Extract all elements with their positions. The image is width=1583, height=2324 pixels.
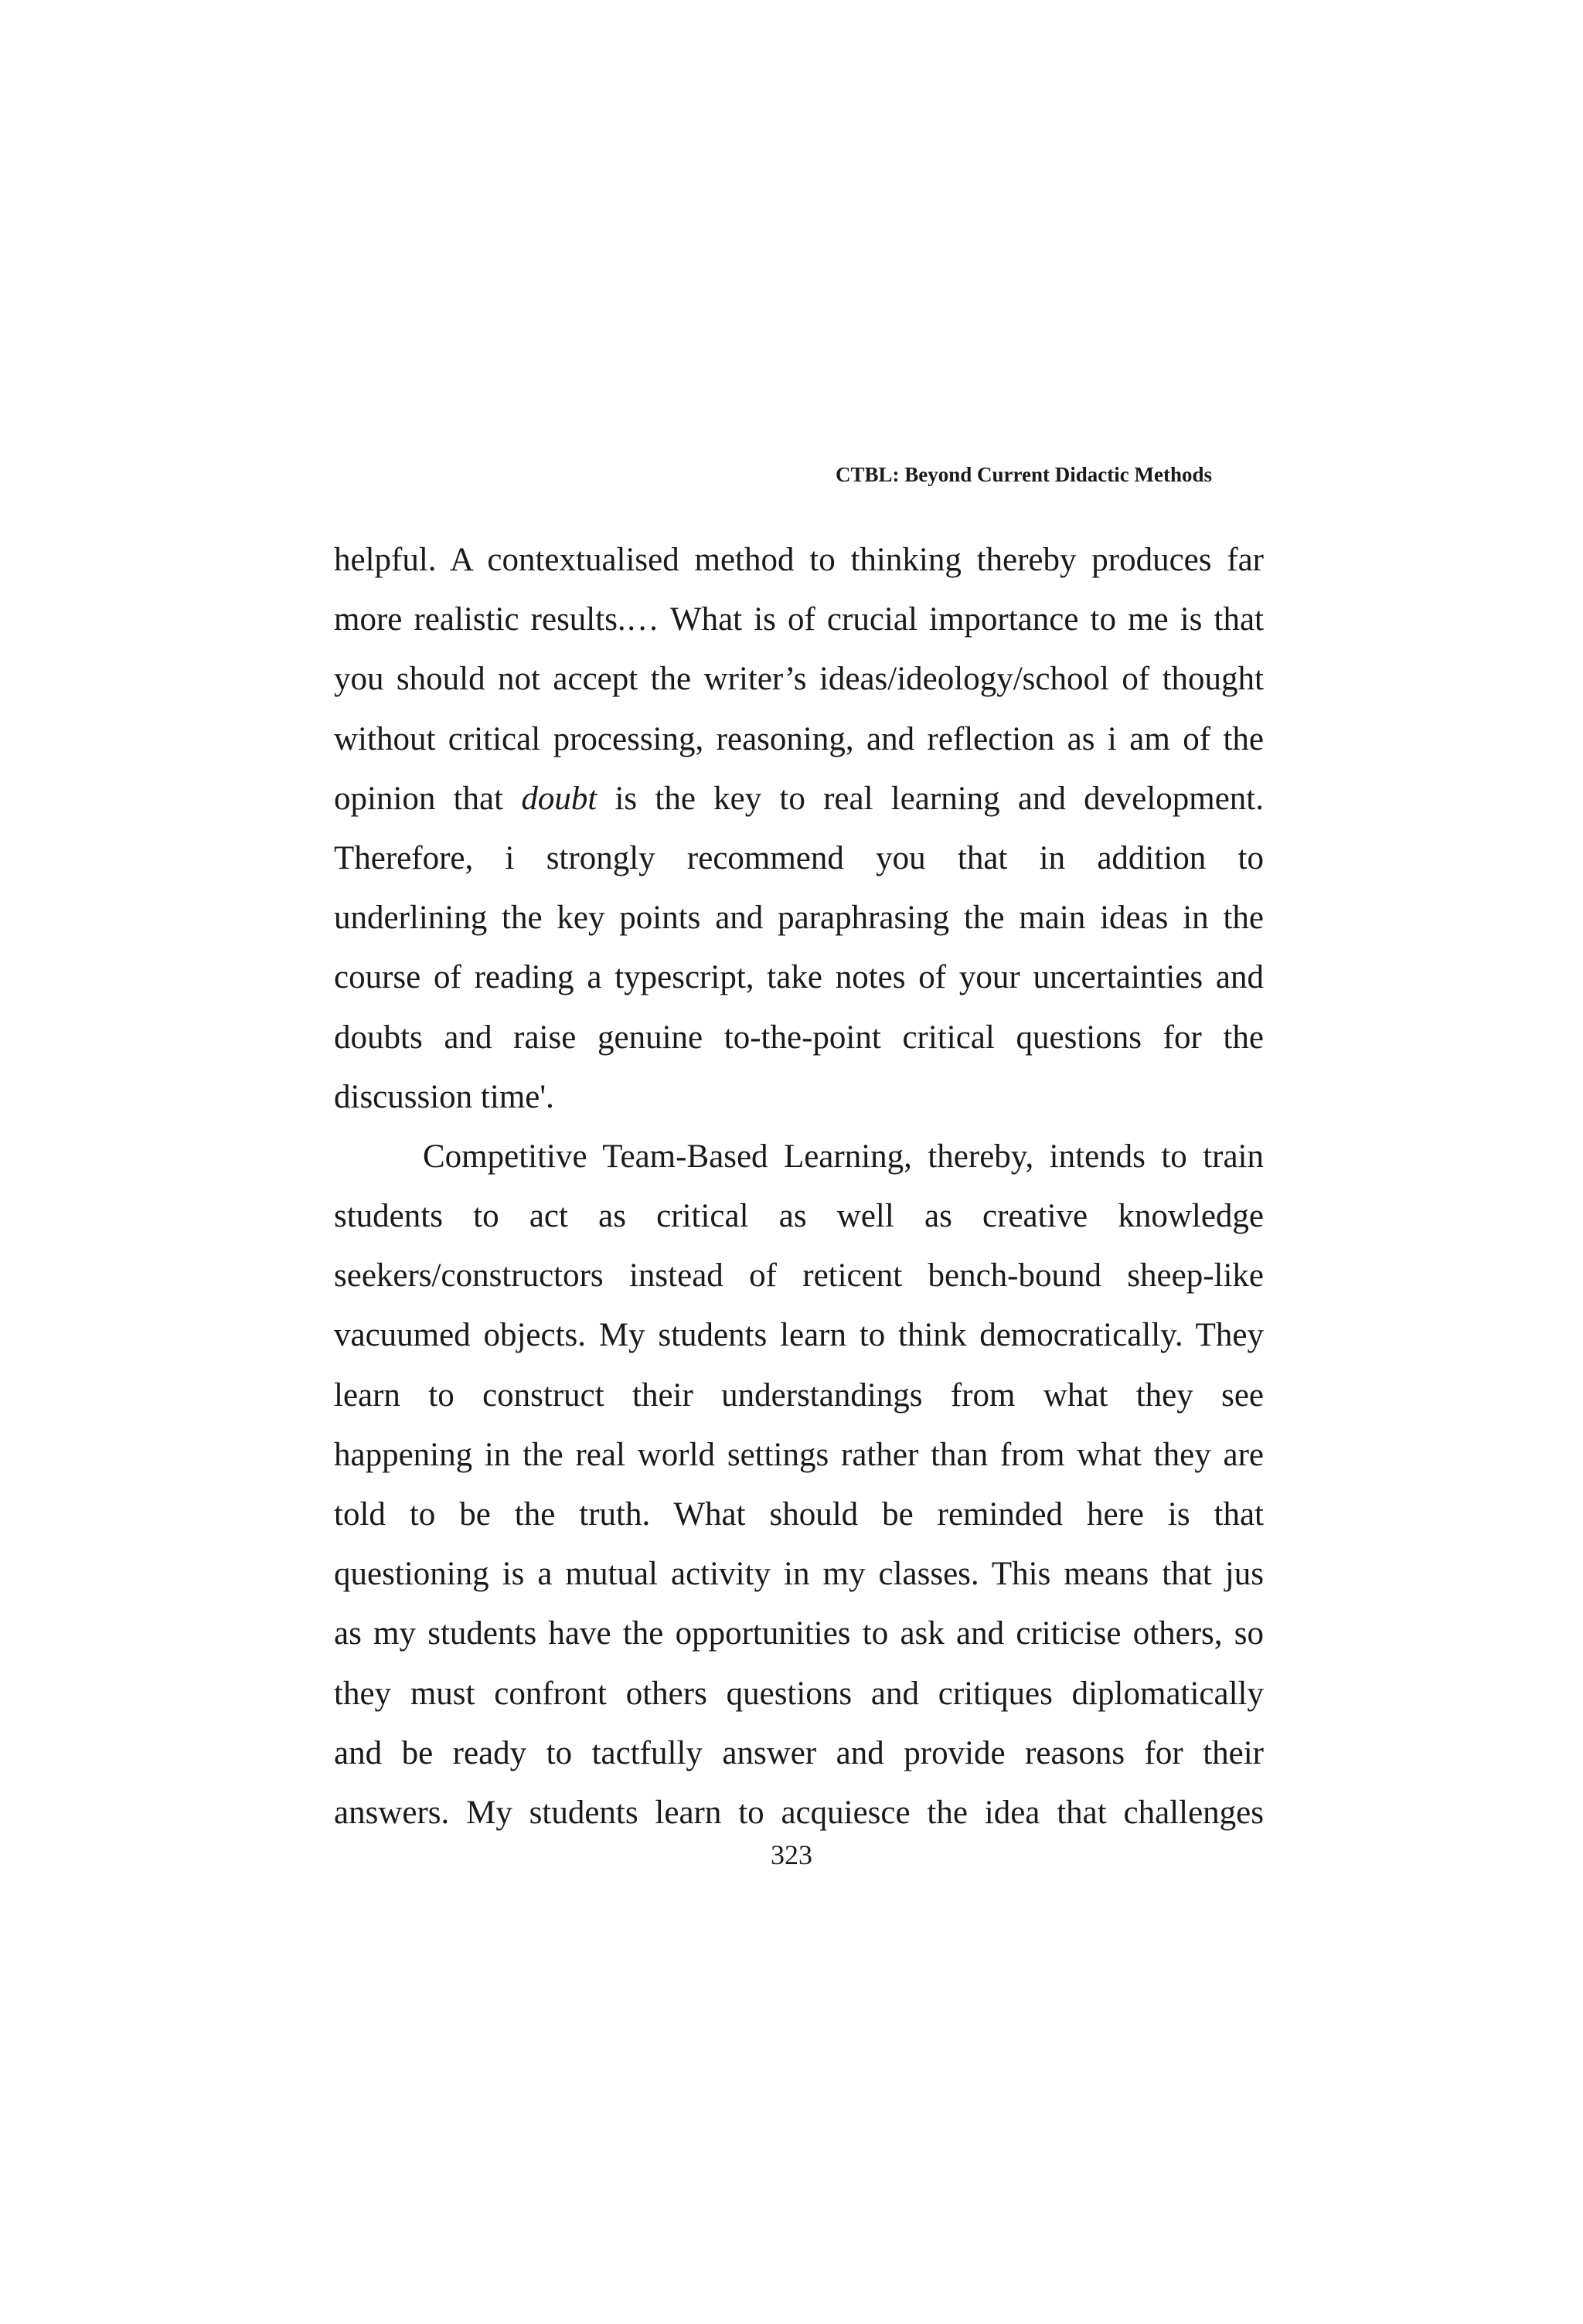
- text-line: [334, 769, 1264, 829]
- text-line: students to act as critical as well as creative knowledge: [334, 1198, 1264, 1235]
- text-line: they must confront others questions and critiques diplomatically: [334, 1675, 1264, 1712]
- emphasized-word: doubt: [521, 780, 597, 817]
- text-line: Therefore, i strongly recommend you that in addition to: [334, 839, 1264, 876]
- text-line: and be ready to tactfully answer and provide reasons for their: [334, 1734, 1264, 1771]
- text-line: questioning is a mutual activity in my classes. This means that jus: [334, 1556, 1264, 1593]
- text-line: as my students have the opportunities to ask and criticise others, so: [334, 1615, 1264, 1652]
- text-line: doubts and raise genuine to-the-point critical questions for the: [334, 1019, 1264, 1056]
- text-line: learn to construct their understandings from what they see: [334, 1376, 1264, 1414]
- text-line: without critical processing, reasoning, and reflection as i am of the: [334, 720, 1264, 757]
- text-line: seekers/constructors instead of reticent bench-bound sheep-like: [334, 1257, 1264, 1295]
- text-segment: is the key to real learning and development.: [614, 780, 1265, 817]
- text-line: helpful. A contextualised method to thinking thereby produces far: [334, 542, 1264, 578]
- text-line: course of reading a typescript, take notes of your uncertainties and: [334, 959, 1264, 996]
- text-line: you should not accept the writer’s ideas/ideology/school of thought: [334, 661, 1264, 698]
- text-line: told to be the truth. What should be reminded here is that: [334, 1496, 1264, 1533]
- text-line: underlining the key points and paraphrasing the main ideas in the: [334, 900, 1264, 937]
- text-line: discussion time'.: [334, 1078, 554, 1115]
- running-header: CTBL: Beyond Current Didactic Methods: [835, 463, 1212, 486]
- text-segment: opinion that: [334, 780, 504, 817]
- paragraph-first-line: Competitive Team-Based Learning, thereby, intends to train: [423, 1138, 1264, 1175]
- text-line: happening in the real world settings rather than from what they are: [334, 1436, 1264, 1473]
- text-line: more realistic results.… What is of crucial importance to me is that: [334, 601, 1264, 638]
- page-number: 323: [771, 1839, 812, 1870]
- text-line: vacuumed objects. My students learn to think democratically. They: [334, 1317, 1264, 1354]
- text-line: answers. My students learn to acquiesce the idea that challenges: [334, 1794, 1264, 1831]
- body-text: [334, 530, 1264, 1843]
